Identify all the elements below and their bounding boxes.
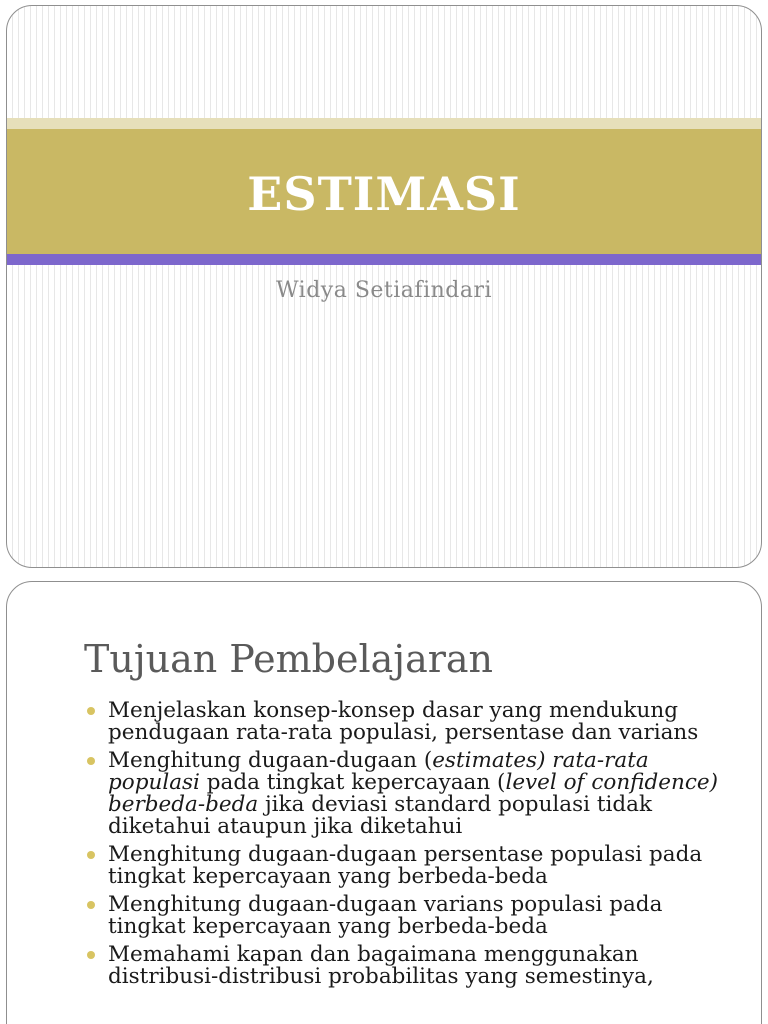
objective-text: jika deviasi standard populasi tidak diketahui ataupun jika diketahui [108,792,652,839]
objective-item [85,894,745,938]
title-band-top-stripe [7,118,761,129]
objectives-slide [6,581,762,1024]
objective-text: Memahami kapan dan bagaimana menggunakan distribusi-distribusi probabilitas yang semestinya, [108,942,654,989]
bullet-dot-icon [87,757,95,765]
bullet-dot-icon [87,951,95,959]
slide-title: ESTIMASI [247,166,521,221]
objective-text: Menghitung dugaan-dugaan varians populasi pada tingkat kepercayaan yang berbeda-beda [108,892,663,939]
objective-text: pada tingkat kepercayaan ( [199,770,506,795]
objective-text: estimates) rata-rata populasi [108,748,649,795]
objective-text: level of confidence) berbeda-beda [108,770,719,817]
objective-text: Menghitung dugaan-dugaan ( [108,748,433,773]
objective-item [85,944,745,988]
bullet-dot-icon [87,901,95,909]
objectives-list [85,700,745,994]
objective-item [85,844,745,888]
title-band [7,129,761,254]
slide-subtitle-author: Widya Setiafindari [275,278,493,303]
title-band-bottom-stripe [7,254,761,265]
title-slide [6,5,762,568]
bullet-dot-icon [87,851,95,859]
objective-text: Menjelaskan konsep-konsep dasar yang mendukung pendugaan rata-rata populasi, persentase dan varians [108,698,699,745]
objective-text: Menghitung dugaan-dugaan persentase populasi pada tingkat kepercayaan yang berbeda-beda [108,842,703,889]
bullet-dot-icon [87,707,95,715]
objective-item [85,750,745,838]
slide-heading: Tujuan Pembelajaran [84,637,494,681]
objective-item [85,700,745,744]
